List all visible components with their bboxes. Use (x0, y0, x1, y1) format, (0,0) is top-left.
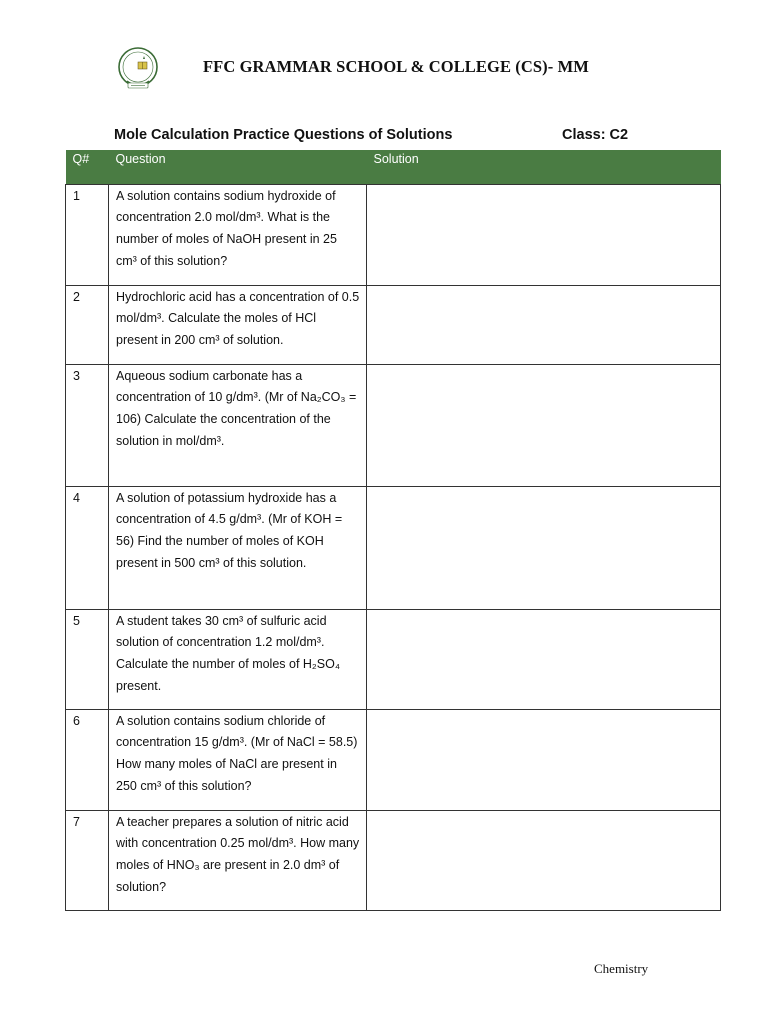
footer-subject: Chemistry (594, 961, 649, 976)
column-header-solution: Solution (367, 150, 721, 184)
solution-cell[interactable] (367, 709, 721, 810)
question-number: 1 (66, 184, 109, 285)
solution-cell[interactable] (367, 810, 721, 910)
solution-cell[interactable] (367, 285, 721, 364)
question-text: A solution contains sodium chloride of concentration 15 g/dm³. (Mr of NaCl = 58.5) How many moles of NaCl are present in 250 cm³ of this solution? (109, 709, 367, 810)
question-number: 6 (66, 709, 109, 810)
table-row (66, 364, 721, 486)
question-number: 4 (66, 486, 109, 609)
question-text: Hydrochloric acid has a concentration of 0.5 mol/dm³. Calculate the moles of HCl present in 200 cm³ of solution. (109, 285, 367, 364)
question-text: A solution of potassium hydroxide has a concentration of 4.5 g/dm³. (Mr of KOH = 56) Find the number of moles of KOH present in 500 cm³ of this solution. (109, 486, 367, 609)
table-row (66, 609, 721, 709)
question-number: 3 (66, 364, 109, 486)
column-header-number: Q# (66, 150, 109, 184)
table-row (66, 184, 721, 285)
question-number: 7 (66, 810, 109, 910)
solution-cell[interactable] (367, 184, 721, 285)
question-text: A student takes 30 cm³ of sulfuric acid solution of concentration 1.2 mol/dm³. Calculate the number of moles of H₂SO₄ present. (109, 609, 367, 709)
solution-cell[interactable] (367, 609, 721, 709)
table-row (66, 486, 721, 609)
solution-cell[interactable] (367, 486, 721, 609)
table-row (66, 709, 721, 810)
table-header-row (66, 150, 721, 184)
school-name: FFC GRAMMAR SCHOOL & COLLEGE (CS)- MM (203, 57, 589, 76)
table-row (66, 810, 721, 910)
class-label: Class: C2 (562, 127, 629, 143)
document-title: Mole Calculation Practice Questions of Solutions (114, 127, 453, 143)
question-text: Aqueous sodium carbonate has a concentration of 10 g/dm³. (Mr of Na₂CO₃ = 106) Calculate the concentration of the solution in mol/dm³. (109, 364, 367, 486)
solution-cell[interactable] (367, 364, 721, 486)
column-header-question: Question (109, 150, 367, 184)
school-crest-logo-icon (113, 45, 163, 93)
questions-table (65, 150, 721, 911)
question-text: A solution contains sodium hydroxide of concentration 2.0 mol/dm³. What is the number of moles of NaOH present in 25 cm³ of this solution? (109, 184, 367, 285)
question-number: 2 (66, 285, 109, 364)
question-number: 5 (66, 609, 109, 709)
table-row (66, 285, 721, 364)
question-text: A teacher prepares a solution of nitric acid with concentration 0.25 mol/dm³. How many moles of HNO₃ are present in 2.0 dm³ of solution? (109, 810, 367, 910)
